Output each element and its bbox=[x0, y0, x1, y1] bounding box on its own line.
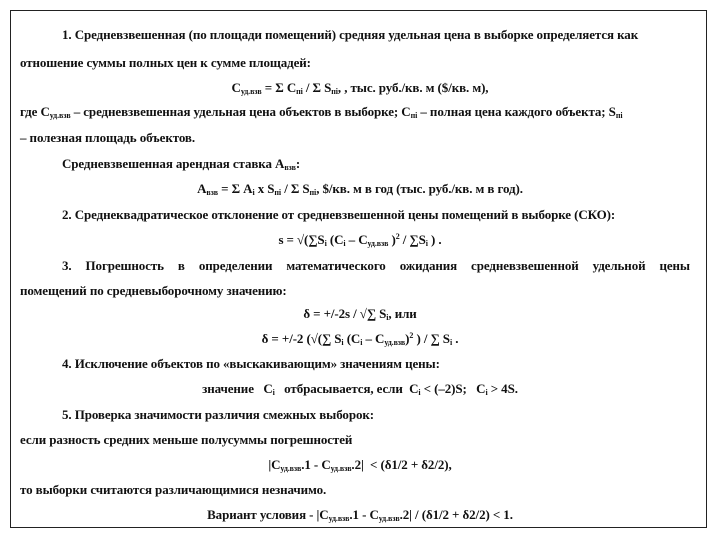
line-15: значение $C_i$ отбрасывается, если $C_i < (-2)S$; $C_i > 4S$. bbox=[202, 381, 518, 397]
formula-avg-price: $C_{уд.взв} = \Sigma$ $C_{пi}$ / Σ $S_{пi}$, , тыс. руб./кв. м ($/кв. м), bbox=[231, 80, 489, 96]
formula-variant: Вариант условия - $|C_{уд.взв}.1 - C_{уд.взв}.2| / (\delta 1/2 + \delta 2/2) < 1$. bbox=[207, 507, 513, 523]
line-2: отношение суммы полных цен к сумме площадей: bbox=[20, 55, 311, 70]
formula-error-2: δ = +/-2 (√(∑ $S_i$ $(C_i - C_{уд.взв})^2$ ) / ∑ $S_i$ . bbox=[261, 331, 459, 347]
line-5: – полезная площадь объектов. bbox=[20, 130, 195, 145]
line-19: то выборки считаются различающимися незначимо. bbox=[20, 482, 327, 497]
line-17: если разность средних меньше полусуммы погрешностей bbox=[20, 432, 353, 447]
line-10: 3. Погрешность в определении математического ожидания средневзвешенной удельной цены bbox=[62, 258, 690, 273]
line-6: Средневзвешенная арендная ставка $A_{взв}$: bbox=[62, 156, 301, 172]
formula-std-dev: $s = √(\sum S_i$ ($C_i - C_{уд.взв}$ )$^2 / \sum S_i$ ) . bbox=[278, 232, 442, 248]
line-8: 2. Среднеквадратическое отклонение от средневзвешенной цены помещений в выборке (СКО): bbox=[62, 207, 616, 222]
formula-avg-rent: $A_{взв} = \Sigma$ $A_i$ x $S_{пi}$ / Σ $S_{пi}$, $/кв. м в год (тыс. руб./кв. м в год). bbox=[197, 181, 523, 197]
formula-error-1: δ = +/-2s / √∑ $S_i$, или bbox=[303, 306, 417, 322]
line-4: где $C_{уд.взв}$ – средневзвешенная удельная цена объектов в выборке; $C_{пi}$ – полная цена каждого объекта; $S_{пi}$ bbox=[20, 104, 623, 120]
line-11: помещений по средневыборочному значению: bbox=[20, 283, 287, 298]
formula-diff: $|C_{уд.взв}.1 - C_{уд.взв}.2| < (\delta 1/2 + \delta 2/2)$, bbox=[268, 457, 452, 473]
line-16: 5. Проверка значимости различия смежных выборок: bbox=[62, 407, 374, 422]
line-14: 4. Исключение объектов по «выскакивающим» значениям цены: bbox=[62, 356, 440, 371]
line-1: 1. Средневзвешенная (по площади помещений) средняя удельная цена в выборке определяется как bbox=[62, 27, 639, 42]
